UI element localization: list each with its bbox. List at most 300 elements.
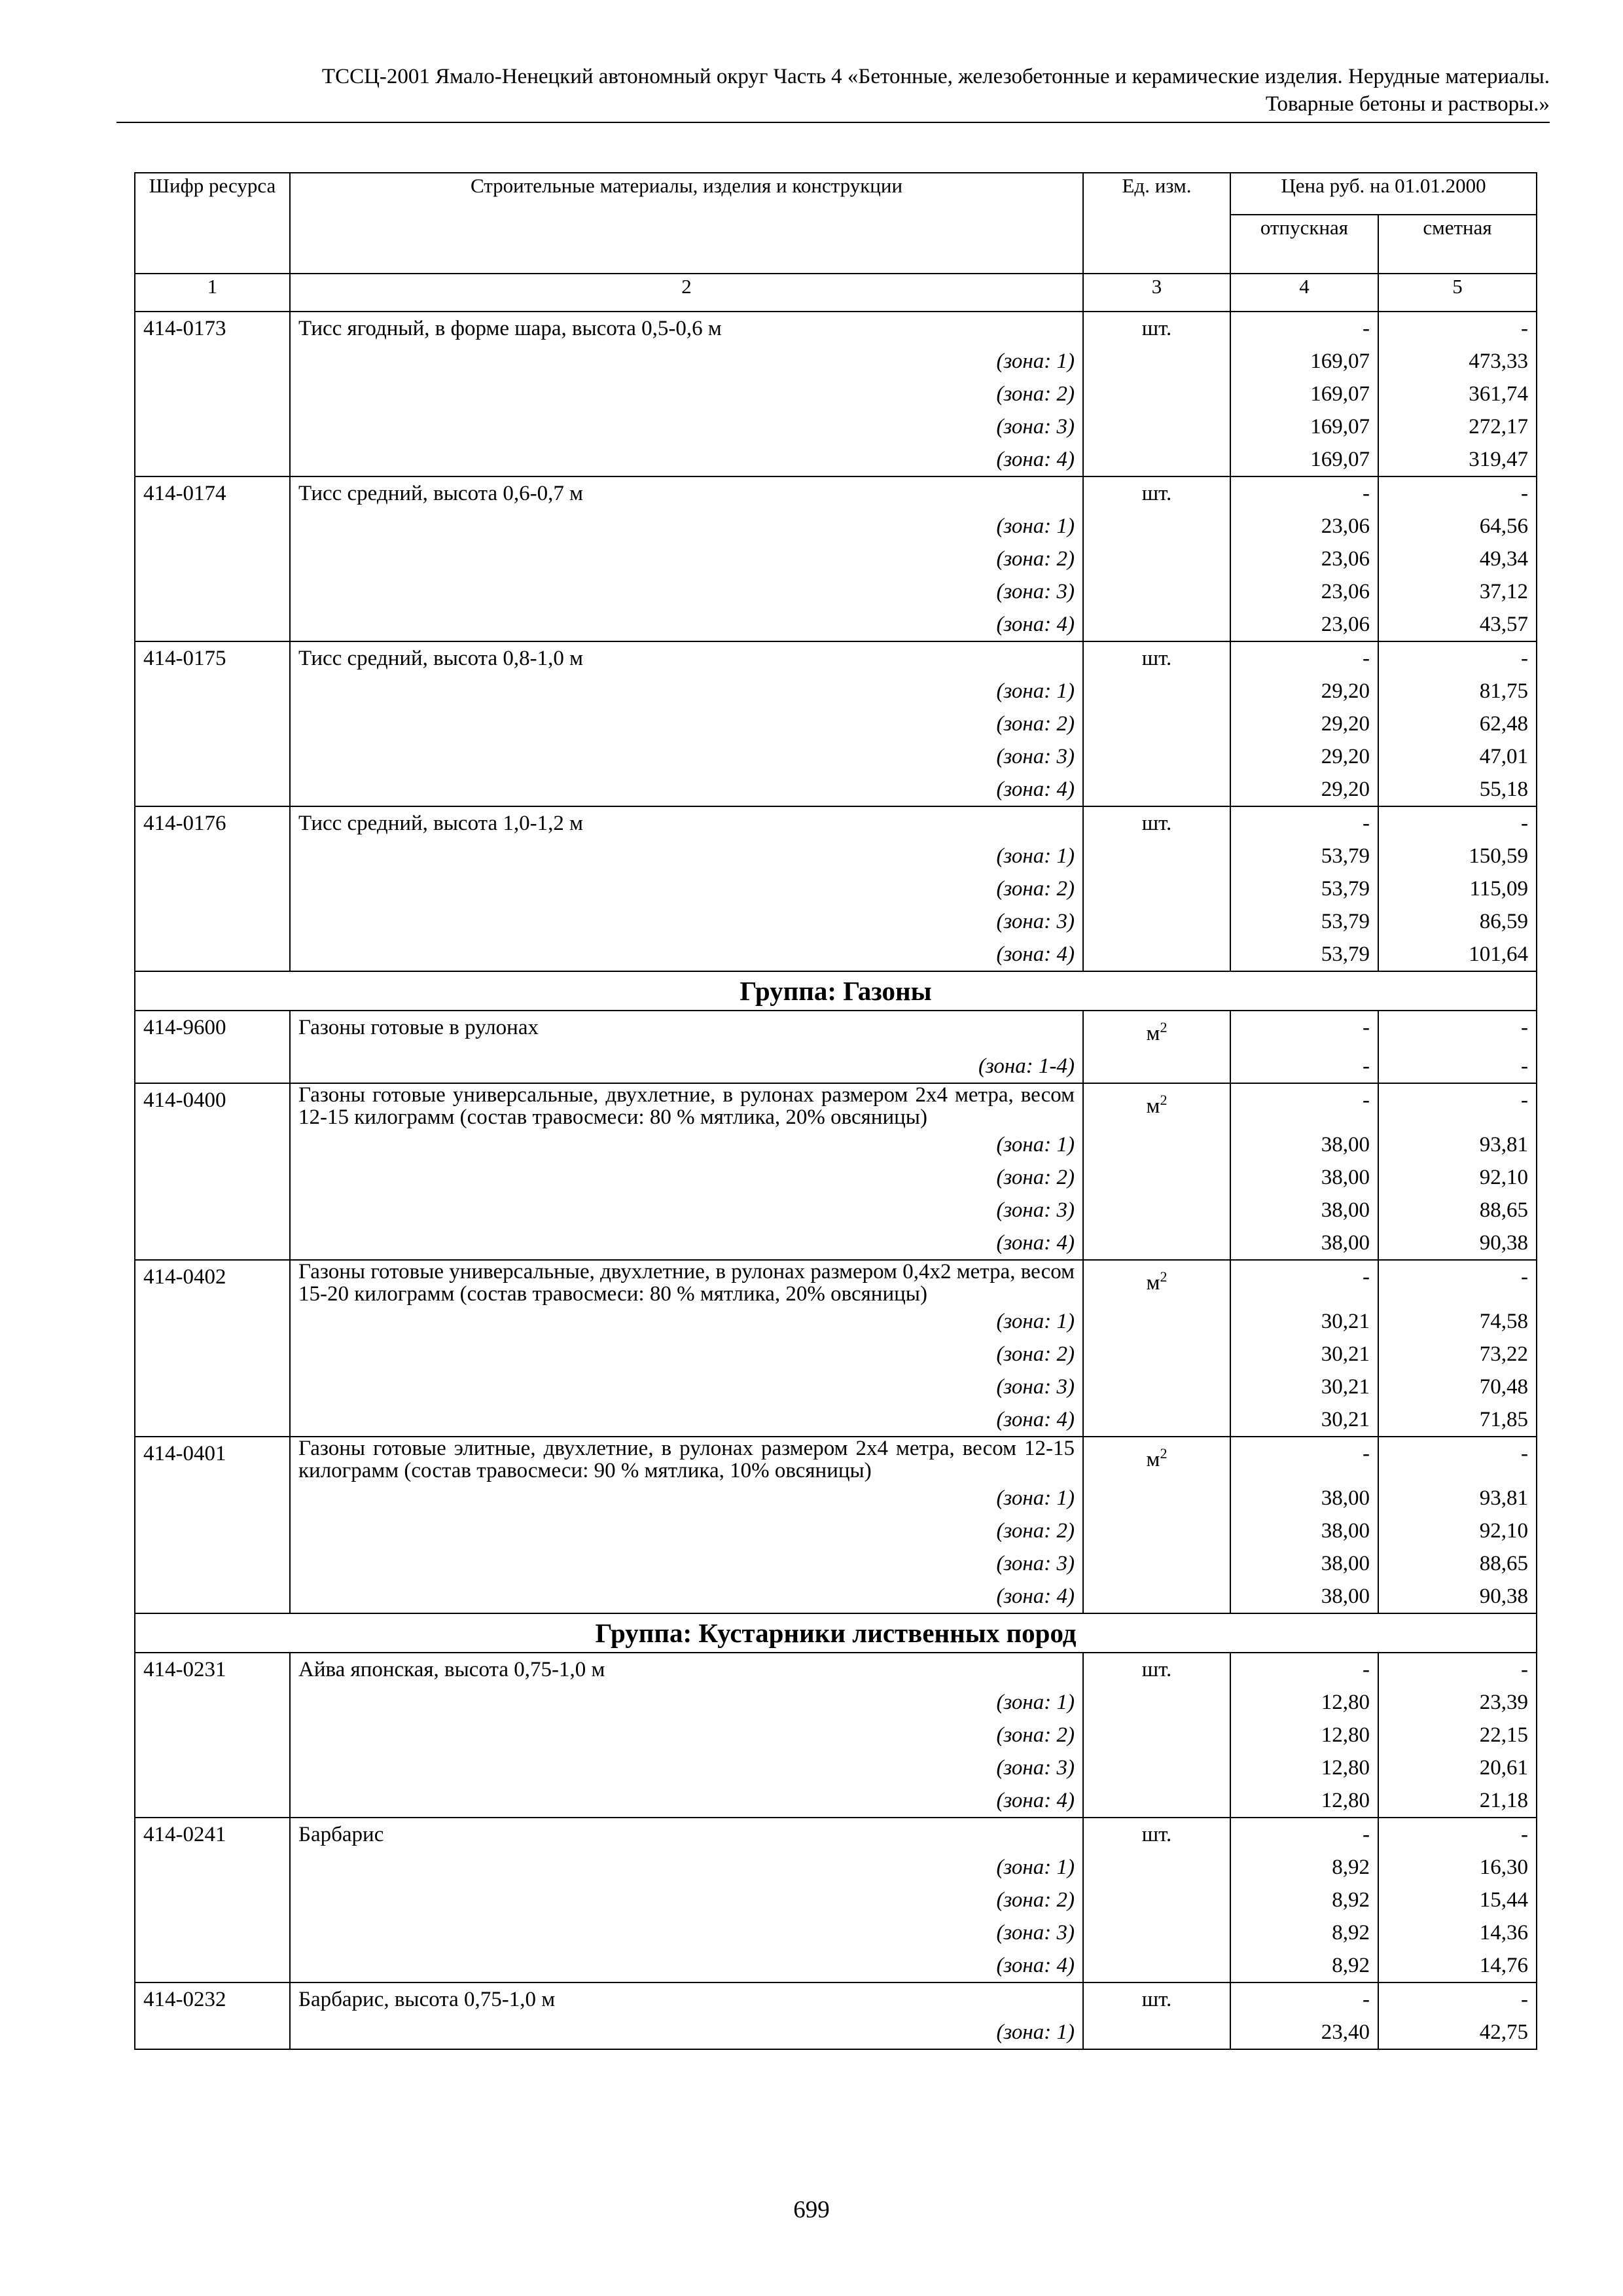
estimate-price: - bbox=[1378, 1011, 1537, 1050]
unit-empty bbox=[1083, 1851, 1230, 1884]
zone-row bbox=[135, 1719, 1537, 1751]
unit-empty bbox=[1083, 773, 1230, 806]
resource-code: 414-0400 bbox=[135, 1083, 290, 1128]
estimate-price: 55,18 bbox=[1378, 773, 1537, 806]
release-price: 169,07 bbox=[1230, 410, 1378, 443]
release-price: - bbox=[1230, 1083, 1378, 1128]
zone-row bbox=[135, 543, 1537, 575]
estimate-price: 86,59 bbox=[1378, 905, 1537, 938]
release-price: 8,92 bbox=[1230, 1949, 1378, 1982]
unit: шт. bbox=[1141, 482, 1172, 505]
zone-label: (зона: 2) bbox=[290, 1161, 1083, 1194]
estimate-price: 37,12 bbox=[1378, 575, 1537, 608]
zone-label: (зона: 3) bbox=[290, 1371, 1083, 1403]
unit-empty bbox=[1083, 378, 1230, 410]
release-price: 23,06 bbox=[1230, 543, 1378, 575]
release-price: 29,20 bbox=[1230, 675, 1378, 708]
unit-cell bbox=[1083, 1083, 1230, 1128]
unit-empty bbox=[1083, 2016, 1230, 2049]
estimate-price: 47,01 bbox=[1378, 740, 1537, 773]
zone-label: (зона: 3) bbox=[290, 740, 1083, 773]
zone-label: (зона: 1) bbox=[290, 1128, 1083, 1161]
zone-row bbox=[135, 840, 1537, 872]
unit: м bbox=[1146, 1022, 1160, 1045]
release-price: 12,80 bbox=[1230, 1784, 1378, 1818]
zone-label: (зона: 4) bbox=[290, 1784, 1083, 1818]
estimate-price: 42,75 bbox=[1378, 2016, 1537, 2049]
resource-code: 414-0175 bbox=[135, 641, 290, 675]
estimate-price: 64,56 bbox=[1378, 510, 1537, 543]
unit: м bbox=[1146, 1448, 1160, 1471]
zone-label: (зона: 3) bbox=[290, 1751, 1083, 1784]
unit: шт. bbox=[1141, 1823, 1172, 1846]
resource-code: 414-0173 bbox=[135, 312, 290, 345]
col-header-release: отпускная bbox=[1230, 215, 1378, 274]
release-price: 169,07 bbox=[1230, 378, 1378, 410]
estimate-price: - bbox=[1378, 1083, 1537, 1128]
unit-cell bbox=[1083, 1260, 1230, 1305]
zone-row bbox=[135, 1580, 1537, 1613]
zone-label: (зона: 4) bbox=[290, 938, 1083, 971]
zone-label: (зона: 1) bbox=[290, 510, 1083, 543]
col-number-3: 3 bbox=[1083, 274, 1230, 312]
resource-code: 414-0402 bbox=[135, 1260, 290, 1305]
estimate-price: 70,48 bbox=[1378, 1371, 1537, 1403]
zone-row bbox=[135, 1403, 1537, 1437]
zone-label: (зона: 4) bbox=[290, 1403, 1083, 1437]
code-empty bbox=[135, 575, 290, 608]
release-price: - bbox=[1230, 1050, 1378, 1083]
col-header-code: Шифр ресурса bbox=[135, 173, 290, 274]
unit-empty bbox=[1083, 1686, 1230, 1719]
estimate-price: 15,44 bbox=[1378, 1884, 1537, 1916]
estimate-price: 361,74 bbox=[1378, 378, 1537, 410]
release-price: - bbox=[1230, 312, 1378, 345]
unit-empty bbox=[1083, 1161, 1230, 1194]
code-empty bbox=[135, 443, 290, 476]
release-price: 8,92 bbox=[1230, 1851, 1378, 1884]
code-empty bbox=[135, 608, 290, 641]
unit-cell bbox=[1083, 1653, 1230, 1686]
code-empty bbox=[135, 1719, 290, 1751]
zone-row bbox=[135, 608, 1537, 641]
zone-row bbox=[135, 1686, 1537, 1719]
zone-label: (зона: 2) bbox=[290, 543, 1083, 575]
zone-row bbox=[135, 1338, 1537, 1371]
code-empty bbox=[135, 740, 290, 773]
code-empty bbox=[135, 708, 290, 740]
resource-name: Тисс ягодный, в форме шара, высота 0,5-0,6 м bbox=[290, 312, 1083, 345]
code-empty bbox=[135, 1547, 290, 1580]
unit-empty bbox=[1083, 1050, 1230, 1083]
zone-label: (зона: 1) bbox=[290, 1686, 1083, 1719]
estimate-price: - bbox=[1378, 1818, 1537, 1851]
code-empty bbox=[135, 1305, 290, 1338]
release-price: 38,00 bbox=[1230, 1194, 1378, 1227]
header-line-2: Товарные бетоны и растворы.» bbox=[1265, 92, 1550, 116]
resource-name: Барбарис bbox=[290, 1818, 1083, 1851]
table-row bbox=[135, 1083, 1537, 1128]
zone-label: (зона: 3) bbox=[290, 1194, 1083, 1227]
unit-empty bbox=[1083, 1482, 1230, 1515]
zone-row bbox=[135, 1784, 1537, 1818]
estimate-price: 73,22 bbox=[1378, 1338, 1537, 1371]
table-body bbox=[135, 312, 1537, 2049]
unit-empty bbox=[1083, 1194, 1230, 1227]
zone-row bbox=[135, 1305, 1537, 1338]
estimate-price: 14,36 bbox=[1378, 1916, 1537, 1949]
unit-empty bbox=[1083, 1515, 1230, 1547]
release-price: - bbox=[1230, 1437, 1378, 1482]
release-price: - bbox=[1230, 641, 1378, 675]
zone-label: (зона: 4) bbox=[290, 1227, 1083, 1260]
estimate-price: 21,18 bbox=[1378, 1784, 1537, 1818]
group-row bbox=[135, 971, 1537, 1011]
estimate-price: - bbox=[1378, 1260, 1537, 1305]
zone-label: (зона: 2) bbox=[290, 1719, 1083, 1751]
resource-code: 414-9600 bbox=[135, 1011, 290, 1050]
release-price: 169,07 bbox=[1230, 443, 1378, 476]
unit-empty bbox=[1083, 740, 1230, 773]
zone-row bbox=[135, 1371, 1537, 1403]
col-number-1: 1 bbox=[135, 274, 290, 312]
release-price: 8,92 bbox=[1230, 1884, 1378, 1916]
header-rule bbox=[116, 122, 1550, 123]
code-empty bbox=[135, 938, 290, 971]
zone-label: (зона: 2) bbox=[290, 1515, 1083, 1547]
release-price: 30,21 bbox=[1230, 1338, 1378, 1371]
zone-row bbox=[135, 443, 1537, 476]
unit-empty bbox=[1083, 1403, 1230, 1437]
unit-empty bbox=[1083, 410, 1230, 443]
estimate-price: 23,39 bbox=[1378, 1686, 1537, 1719]
code-empty bbox=[135, 510, 290, 543]
unit-empty bbox=[1083, 872, 1230, 905]
zone-row bbox=[135, 1851, 1537, 1884]
col-header-price: Цена руб. на 01.01.2000 bbox=[1230, 173, 1537, 215]
zone-row bbox=[135, 1194, 1537, 1227]
release-price: 30,21 bbox=[1230, 1305, 1378, 1338]
zone-row bbox=[135, 345, 1537, 378]
unit-exponent: 2 bbox=[1160, 1019, 1168, 1035]
code-empty bbox=[135, 1128, 290, 1161]
zone-label: (зона: 4) bbox=[290, 773, 1083, 806]
unit-cell bbox=[1083, 1011, 1230, 1050]
code-empty bbox=[135, 872, 290, 905]
zone-row bbox=[135, 905, 1537, 938]
code-empty bbox=[135, 1884, 290, 1916]
zone-label: (зона: 2) bbox=[290, 708, 1083, 740]
zone-label: (зона: 1) bbox=[290, 2016, 1083, 2049]
zone-label: (зона: 3) bbox=[290, 410, 1083, 443]
estimate-price: - bbox=[1378, 312, 1537, 345]
resource-name: Газоны готовые элитные, двухлетние, в рулонах размером 2х4 метра, весом 12-15 килограмм (состав травосмеси: 90 % мятлика, 10% овсяницы) bbox=[290, 1437, 1083, 1482]
zone-label: (зона: 3) bbox=[290, 1916, 1083, 1949]
release-price: 38,00 bbox=[1230, 1128, 1378, 1161]
release-price: 38,00 bbox=[1230, 1161, 1378, 1194]
release-price: 12,80 bbox=[1230, 1719, 1378, 1751]
unit-empty bbox=[1083, 345, 1230, 378]
unit-empty bbox=[1083, 510, 1230, 543]
release-price: - bbox=[1230, 476, 1378, 510]
estimate-price: 71,85 bbox=[1378, 1403, 1537, 1437]
zone-row bbox=[135, 1949, 1537, 1982]
col-header-estimate: сметная bbox=[1378, 215, 1537, 274]
release-price: 53,79 bbox=[1230, 938, 1378, 971]
code-empty bbox=[135, 1851, 290, 1884]
zone-label: (зона: 3) bbox=[290, 1547, 1083, 1580]
zone-label: (зона: 1-4) bbox=[290, 1050, 1083, 1083]
unit-empty bbox=[1083, 1916, 1230, 1949]
zone-row bbox=[135, 510, 1537, 543]
code-empty bbox=[135, 1194, 290, 1227]
header-line-1: ТССЦ-2001 Ямало-Ненецкий автономный округ Часть 4 «Бетонные, железобетонные и керамические изделия. Нерудные материалы. bbox=[321, 65, 1550, 88]
release-price: 38,00 bbox=[1230, 1482, 1378, 1515]
code-empty bbox=[135, 773, 290, 806]
zone-row bbox=[135, 708, 1537, 740]
unit-empty bbox=[1083, 1719, 1230, 1751]
col-number-5: 5 bbox=[1378, 274, 1537, 312]
zone-label: (зона: 2) bbox=[290, 1338, 1083, 1371]
estimate-price: 93,81 bbox=[1378, 1482, 1537, 1515]
estimate-price: - bbox=[1378, 641, 1537, 675]
table-row bbox=[135, 1437, 1537, 1482]
zone-row bbox=[135, 872, 1537, 905]
estimate-price: 43,57 bbox=[1378, 608, 1537, 641]
table-row bbox=[135, 1818, 1537, 1851]
release-price: 38,00 bbox=[1230, 1580, 1378, 1613]
unit-empty bbox=[1083, 1784, 1230, 1818]
estimate-price: 81,75 bbox=[1378, 675, 1537, 708]
col-number-4: 4 bbox=[1230, 274, 1378, 312]
release-price: 29,20 bbox=[1230, 740, 1378, 773]
release-price: 23,40 bbox=[1230, 2016, 1378, 2049]
code-empty bbox=[135, 1686, 290, 1719]
release-price: - bbox=[1230, 1653, 1378, 1686]
unit-exponent: 2 bbox=[1160, 1092, 1168, 1108]
estimate-price: 16,30 bbox=[1378, 1851, 1537, 1884]
resource-name: Барбарис, высота 0,75-1,0 м bbox=[290, 1982, 1083, 2016]
release-price: 23,06 bbox=[1230, 608, 1378, 641]
estimate-price: 92,10 bbox=[1378, 1161, 1537, 1194]
group-title: Группа: Газоны bbox=[135, 971, 1537, 1011]
zone-row bbox=[135, 740, 1537, 773]
group-row bbox=[135, 1613, 1537, 1653]
estimate-price: 90,38 bbox=[1378, 1227, 1537, 1260]
estimate-price: 93,81 bbox=[1378, 1128, 1537, 1161]
unit-empty bbox=[1083, 938, 1230, 971]
estimate-price: 74,58 bbox=[1378, 1305, 1537, 1338]
table-row bbox=[135, 1011, 1537, 1050]
resource-name: Тисс средний, высота 0,6-0,7 м bbox=[290, 476, 1083, 510]
unit-empty bbox=[1083, 708, 1230, 740]
estimate-price: - bbox=[1378, 806, 1537, 840]
estimate-price: 49,34 bbox=[1378, 543, 1537, 575]
release-price: 38,00 bbox=[1230, 1547, 1378, 1580]
estimate-price: 62,48 bbox=[1378, 708, 1537, 740]
estimate-price: 14,76 bbox=[1378, 1949, 1537, 1982]
zone-label: (зона: 3) bbox=[290, 575, 1083, 608]
table-row bbox=[135, 806, 1537, 840]
unit-empty bbox=[1083, 1884, 1230, 1916]
unit-empty bbox=[1083, 1227, 1230, 1260]
release-price: 38,00 bbox=[1230, 1227, 1378, 1260]
resource-name: Айва японская, высота 0,75-1,0 м bbox=[290, 1653, 1083, 1686]
unit: м bbox=[1146, 1271, 1160, 1295]
code-empty bbox=[135, 1338, 290, 1371]
zone-label: (зона: 1) bbox=[290, 345, 1083, 378]
code-empty bbox=[135, 1371, 290, 1403]
zone-row bbox=[135, 1128, 1537, 1161]
release-price: 23,06 bbox=[1230, 510, 1378, 543]
unit-empty bbox=[1083, 1751, 1230, 1784]
unit-empty bbox=[1083, 1547, 1230, 1580]
resource-code: 414-0231 bbox=[135, 1653, 290, 1686]
release-price: 30,21 bbox=[1230, 1371, 1378, 1403]
zone-row bbox=[135, 1227, 1537, 1260]
code-empty bbox=[135, 1403, 290, 1437]
unit: шт. bbox=[1141, 647, 1172, 670]
code-empty bbox=[135, 1751, 290, 1784]
zone-row bbox=[135, 575, 1537, 608]
unit-empty bbox=[1083, 608, 1230, 641]
zone-label: (зона: 1) bbox=[290, 840, 1083, 872]
release-price: 53,79 bbox=[1230, 872, 1378, 905]
release-price: - bbox=[1230, 1818, 1378, 1851]
estimate-price: 20,61 bbox=[1378, 1751, 1537, 1784]
code-empty bbox=[135, 1916, 290, 1949]
code-empty bbox=[135, 410, 290, 443]
resource-name: Газоны готовые в рулонах bbox=[290, 1011, 1083, 1050]
estimate-price: 88,65 bbox=[1378, 1194, 1537, 1227]
estimate-price: - bbox=[1378, 476, 1537, 510]
unit-cell bbox=[1083, 806, 1230, 840]
resource-name: Газоны готовые универсальные, двухлетние, в рулонах размером 0,4х2 метра, весом 15-20 килограмм (состав травосмеси: 80 % мятлика, 20% овсяницы) bbox=[290, 1260, 1083, 1305]
zone-row bbox=[135, 1547, 1537, 1580]
unit-empty bbox=[1083, 1128, 1230, 1161]
release-price: 169,07 bbox=[1230, 345, 1378, 378]
unit-exponent: 2 bbox=[1160, 1268, 1168, 1285]
zone-row bbox=[135, 1884, 1537, 1916]
resource-code: 414-0174 bbox=[135, 476, 290, 510]
code-empty bbox=[135, 1482, 290, 1515]
estimate-price: - bbox=[1378, 1050, 1537, 1083]
release-price: - bbox=[1230, 1011, 1378, 1050]
table-row bbox=[135, 1982, 1537, 2016]
resource-name: Тисс средний, высота 1,0-1,2 м bbox=[290, 806, 1083, 840]
zone-label: (зона: 3) bbox=[290, 905, 1083, 938]
unit-empty bbox=[1083, 1949, 1230, 1982]
group-title: Группа: Кустарники лиственных пород bbox=[135, 1613, 1537, 1653]
code-empty bbox=[135, 2016, 290, 2049]
code-empty bbox=[135, 1227, 290, 1260]
code-empty bbox=[135, 345, 290, 378]
resource-code: 414-0241 bbox=[135, 1818, 290, 1851]
estimate-price: 272,17 bbox=[1378, 410, 1537, 443]
zone-row bbox=[135, 1751, 1537, 1784]
unit-cell bbox=[1083, 476, 1230, 510]
release-price: - bbox=[1230, 806, 1378, 840]
estimate-price: 473,33 bbox=[1378, 345, 1537, 378]
release-price: 38,00 bbox=[1230, 1515, 1378, 1547]
zone-row bbox=[135, 1050, 1537, 1083]
resource-code: 414-0401 bbox=[135, 1437, 290, 1482]
release-price: 12,80 bbox=[1230, 1751, 1378, 1784]
zone-row bbox=[135, 378, 1537, 410]
zone-label: (зона: 1) bbox=[290, 1305, 1083, 1338]
table-row bbox=[135, 476, 1537, 510]
estimate-price: 92,10 bbox=[1378, 1515, 1537, 1547]
zone-label: (зона: 4) bbox=[290, 1580, 1083, 1613]
resource-name: Тисс средний, высота 0,8-1,0 м bbox=[290, 641, 1083, 675]
code-empty bbox=[135, 1784, 290, 1818]
zone-row bbox=[135, 1482, 1537, 1515]
col-header-unit: Ед. изм. bbox=[1083, 173, 1230, 274]
resource-code: 414-0232 bbox=[135, 1982, 290, 2016]
estimate-price: 90,38 bbox=[1378, 1580, 1537, 1613]
zone-row bbox=[135, 1916, 1537, 1949]
zone-row bbox=[135, 1515, 1537, 1547]
zone-label: (зона: 4) bbox=[290, 443, 1083, 476]
zone-label: (зона: 4) bbox=[290, 608, 1083, 641]
unit-empty bbox=[1083, 905, 1230, 938]
unit-cell bbox=[1083, 312, 1230, 345]
release-price: - bbox=[1230, 1260, 1378, 1305]
table-row bbox=[135, 312, 1537, 345]
zone-row bbox=[135, 675, 1537, 708]
unit-empty bbox=[1083, 675, 1230, 708]
unit-exponent: 2 bbox=[1160, 1445, 1168, 1462]
price-table bbox=[134, 172, 1537, 2050]
zone-label: (зона: 1) bbox=[290, 1482, 1083, 1515]
running-header bbox=[116, 63, 1550, 118]
code-empty bbox=[135, 1949, 290, 1982]
zone-label: (зона: 1) bbox=[290, 1851, 1083, 1884]
unit-empty bbox=[1083, 443, 1230, 476]
code-empty bbox=[135, 1050, 290, 1083]
release-price: - bbox=[1230, 1982, 1378, 2016]
release-price: 12,80 bbox=[1230, 1686, 1378, 1719]
resource-name: Газоны готовые универсальные, двухлетние, в рулонах размером 2х4 метра, весом 12-15 килограмм (состав травосмеси: 80 % мятлика, 20% овсяницы) bbox=[290, 1083, 1083, 1128]
estimate-price: - bbox=[1378, 1653, 1537, 1686]
release-price: 53,79 bbox=[1230, 840, 1378, 872]
unit-empty bbox=[1083, 1305, 1230, 1338]
zone-label: (зона: 2) bbox=[290, 1884, 1083, 1916]
release-price: 53,79 bbox=[1230, 905, 1378, 938]
estimate-price: 22,15 bbox=[1378, 1719, 1537, 1751]
unit: шт. bbox=[1141, 1658, 1172, 1681]
code-empty bbox=[135, 840, 290, 872]
estimate-price: 319,47 bbox=[1378, 443, 1537, 476]
estimate-price: 115,09 bbox=[1378, 872, 1537, 905]
zone-row bbox=[135, 938, 1537, 971]
zone-label: (зона: 4) bbox=[290, 1949, 1083, 1982]
table-row bbox=[135, 641, 1537, 675]
unit-cell bbox=[1083, 1437, 1230, 1482]
release-price: 29,20 bbox=[1230, 773, 1378, 806]
release-price: 30,21 bbox=[1230, 1403, 1378, 1437]
code-empty bbox=[135, 675, 290, 708]
col-header-name: Строительные материалы, изделия и конструкции bbox=[290, 173, 1083, 274]
unit-cell bbox=[1083, 1818, 1230, 1851]
page-number: 699 bbox=[793, 2197, 830, 2223]
unit-cell bbox=[1083, 1982, 1230, 2016]
code-empty bbox=[135, 1161, 290, 1194]
unit-empty bbox=[1083, 1338, 1230, 1371]
zone-label: (зона: 2) bbox=[290, 378, 1083, 410]
unit: шт. bbox=[1141, 317, 1172, 340]
unit: шт. bbox=[1141, 812, 1172, 835]
